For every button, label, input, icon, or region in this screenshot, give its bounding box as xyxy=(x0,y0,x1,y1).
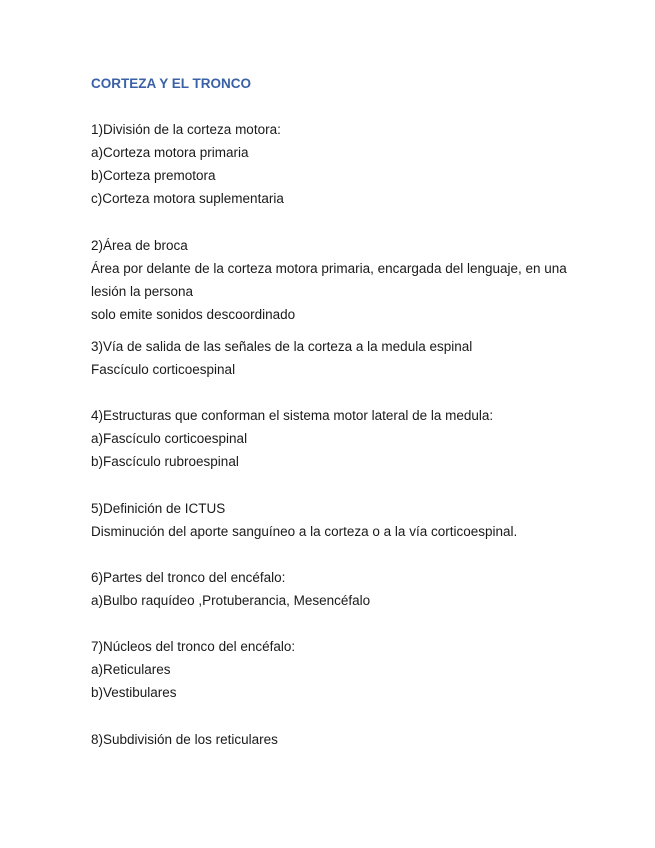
answer-line: Fascículo corticoespinal xyxy=(91,362,236,377)
question-4-heading: 4)Estructuras que conforman el sistema motor lateral de la medula: xyxy=(91,408,494,423)
answer-line: a)Reticulares xyxy=(91,662,171,677)
answer-line: b)Fascículo rubroespinal xyxy=(91,454,239,469)
question-7-heading: 7)Núcleos del tronco del encéfalo: xyxy=(91,639,296,654)
question-3-heading: 3)Vía de salida de las señales de la corteza a la medula espinal xyxy=(91,339,473,354)
answer-line: a)Corteza motora primaria xyxy=(91,145,249,160)
question-6-heading: 6)Partes del tronco del encéfalo: xyxy=(91,570,286,585)
answer-line: a)Fascículo corticoespinal xyxy=(91,431,248,446)
answer-line: a)Bulbo raquídeo ,Protuberancia, Mesencéfalo xyxy=(91,593,371,608)
answer-line: Área por delante de la corteza motora primaria, encargada del lenguaje, en una xyxy=(91,261,567,276)
answer-line: lesión la persona xyxy=(91,284,194,299)
question-2-heading: 2)Área de broca xyxy=(91,238,188,253)
answer-line: b)Corteza premotora xyxy=(91,168,216,183)
document-title: CORTEZA Y EL TRONCO xyxy=(91,76,252,91)
answer-line: solo emite sonidos descoordinado xyxy=(91,307,296,322)
answer-line: b)Vestibulares xyxy=(91,685,177,700)
question-1-heading: 1)División de la corteza motora: xyxy=(91,122,281,137)
answer-line: c)Corteza motora suplementaria xyxy=(91,191,284,206)
question-5-heading: 5)Definición de ICTUS xyxy=(91,501,226,516)
answer-line: Disminución del aporte sanguíneo a la corteza o a la vía corticoespinal. xyxy=(91,524,518,539)
question-8-heading: 8)Subdivisión de los reticulares xyxy=(91,732,278,747)
